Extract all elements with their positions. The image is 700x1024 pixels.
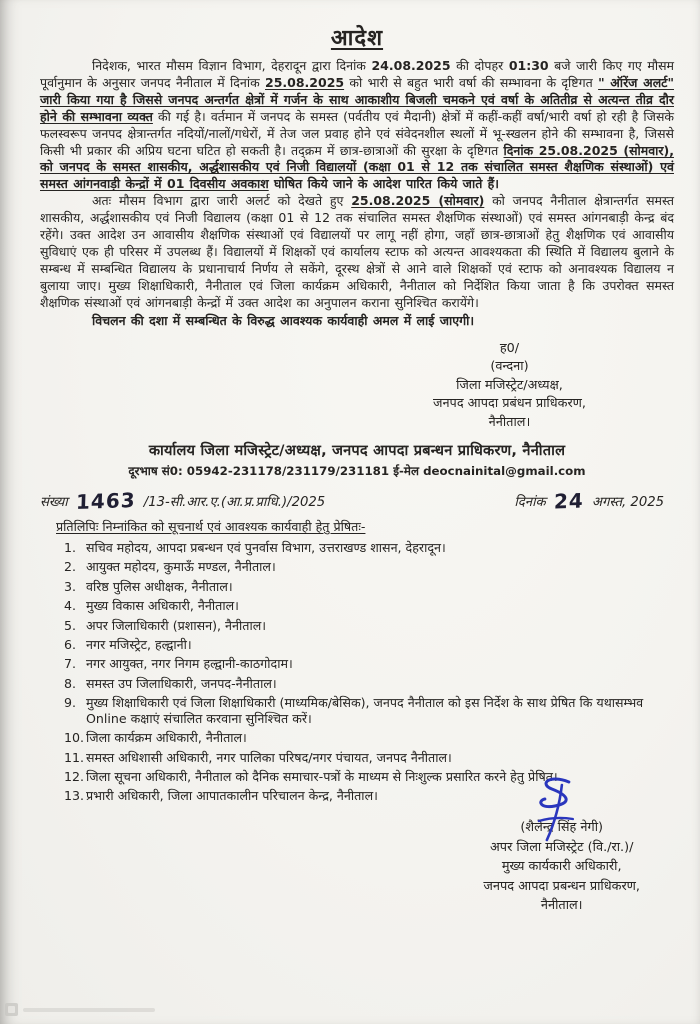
para1-text: निदेशक, भारत मौसम विज्ञान विभाग, देहरादून द्वारा दिनांक [92,58,372,73]
list-item [64,676,674,692]
item-text: समस्त उप जिलाधिकारी, जनपद-नैनीताल। [86,675,277,691]
item-text: जिला कार्यक्रम अधिकारी, नैनीताल। [86,730,247,746]
item-number: 4. [64,598,77,614]
para2-text: को जनपद नैनीताल क्षेत्रान्तर्गत समस्त शासकीय, अर्द्धशासकीय एवं निजी विद्यालय (कक्षा 01 से 12 तक संचालित समस्त शैक्षणिक संस्थाओं) एवं समस्त आंगनबाड़ी केन्द्र बंद रहेंगे। उक्त आदेश उन आवासीय शैक्षणिक संस्थाओं एवं विद्यालयों पर लागू नहीं होगा, जहाँ छात्र-छात्राओं हेतु शैक्षणिक एवं आवासीय सुविधाएं एक ही परिसर में उपलब्ध हैं। विद्यालयों में शिक्षकों एवं कार्यालय स्टाफ को अत्यन्त आवश्यकता की स्थिति में विद्यालय बुलाने के सम्बन्ध में सम्बन्धित विद्यालय के प्रधानाचार्य निर्णय ले सकेंगे, दूरस्थ क्षेत्रों से आने वाले शिक्षकों एवं स्टाफ को अनावश्यक विद्यालय न बुलाया जाए। मुख्य शिक्षाधिकारी, नैनीताल एवं जिला कार्यक्रम अधिकारी, नैनीताल को निर्देशित किया जाता है कि उपरोक्त समस्त शैक्षणिक संस्थाओं एवं आंगनबाड़ी केन्द्रों में उक्त आदेश का अनुपालन कराना सुनिश्चित करायेंगे। [40,193,674,310]
para1-text: की दोपहर [450,58,509,73]
item-number: 9. [64,695,77,711]
item-number: 12. [64,769,85,785]
number-suffix: /13-सी.आर.ए.(आ.प्र.प्राधि.)/2025 [143,495,326,510]
scanner-app-icon [5,1003,18,1016]
item-number: 1. [64,540,77,555]
issue-date: 24.08.2025 [371,58,451,73]
letter-date [514,487,664,514]
item-text: सचिव महोदय, आपदा प्रबन्धन एवं पुनर्वास विभाग, उत्तराखण्ड शासन, देहरादून। [86,540,446,555]
date-suffix: अगस्त, 2025 [591,495,664,510]
item-text: जिला सूचना अधिकारी, नैनीताल को दैनिक समाचार-पत्रों के माध्यम से निःशुल्क प्रसारित करने हेतु प्रेषित। [86,769,558,785]
order-paragraph-1 [40,58,674,193]
item-number: 3. [64,578,77,594]
signatory-top-designation: जिला मजिस्ट्रेट/अध्यक्ष, [456,377,563,393]
orange-alert-phrase: " ऑरेंज अलर्ट" जारी किया गया है जिससे जनपद अन्तर्गत क्षेत्रों में गर्जन के साथ आकाशीय बिजली चमकने एवं वर्षा के अतितीव्र से अत्यन्त तीव्र दौर होने की सम्भावना व्यक्त [40,74,674,124]
signatory-bottom-name: (शैलेन्द्र सिंह नेगी) [520,820,604,836]
list-item [64,656,674,672]
item-number: 10. [64,730,85,746]
email-label: ई-मेल [393,464,419,478]
list-item [64,750,674,766]
signatory-bottom-role: मुख्य कार्यकारी अधिकारी, [501,859,622,875]
reference-row [40,487,664,515]
signatory-top-name: (वन्दना) [490,359,529,374]
para2-text: अतः मौसम विभाग द्वारा जारी अलर्ट को देखते हुए [92,193,352,209]
item-text: वरिष्ठ पुलिस अधीक्षक, नैनीताल। [86,578,233,594]
signed-abbrev: ह0/ [499,340,520,356]
item-number: 6. [64,636,77,652]
number-label: संख्या [40,495,68,510]
list-item [64,730,674,746]
office-contact-line [40,463,674,479]
signatory-bottom-designation: अपर जिला मजिस्ट्रेट (वि./रा.)/ [490,839,634,855]
alert-date: 25.08.2025 [265,74,345,90]
copies-heading: प्रतिलिपिः निम्नांकित को सूचनार्थ एवं आवश्यक कार्यवाही हेतु प्रेषितः- [56,519,366,534]
list-item [64,618,674,634]
item-number: 5. [64,617,77,633]
item-text: मुख्य विकास अधिकारी, नैनीताल। [86,598,239,614]
para1-text: बजे जारी किए गए मौसम पूर्वानुमान के अनुसार जनपद नैनीताल में दिनांक [40,58,675,90]
item-number: 8. [64,675,77,691]
list-item [64,540,674,556]
copies-list [64,540,674,804]
watermark-text-illegible [23,1008,155,1012]
issue-time: 01:30 [508,58,549,73]
phone-numbers: 05942-231178/231179/231181 [186,464,390,478]
item-number: 13. [64,788,85,804]
list-item [64,788,674,804]
email-address: deocnainital@gmail.com [423,464,586,478]
holiday-order-phrase: दिनांक 25.08.2025 (सोमवार), को जनपद के समस्त शासकीय, अर्द्धशासकीय एवं निजी विद्यालयों (कक्षा 01 से 12 तक संचालित समस्त शैक्षणिक संस्थाओं) एवं समस्त आंगनवाड़ी केन्द्रों में 01 दिवसीय अवकाश [40,142,674,192]
phone-label: दूरभाष सं0: [128,464,183,478]
office-header: कार्यालय जिला मजिस्ट्रेट/अध्यक्ष, जनपद आपदा प्रबन्धन प्राधिकरण, नैनीताल [148,442,566,459]
list-item [64,579,674,595]
handwritten-date: 24 [553,488,585,514]
para1-text: घोषित किये जाने के आदेश पारित किये जाते हैं। [268,176,500,192]
signatory-top-block [433,340,586,433]
handwritten-letter-number: 1463 [75,487,136,515]
signatory-bottom-block [483,818,640,916]
item-text: नगर आयुक्त, नगर निगम हल्द्वानी-काठगोदाम। [86,656,293,672]
item-text: अपर जिलाधिकारी (प्रशासन), नैनीताल। [86,617,267,633]
para1-text: को भारी से बहुत भारी वर्षा की सम्भावना के दृष्टिगत [344,74,599,90]
signatory-bottom-authority: जनपद आपदा प्रबन्धन प्राधिकरण, [483,878,640,894]
date-label: दिनांक [514,495,546,510]
item-text: मुख्य शिक्षाधिकारी एवं जिला शिक्षाधिकारी (माध्यमिक/बेसिक), जनपद नैनीताल को इस निर्देश के साथ प्रेषित कि यथासम्भव Online कक्षाएं संचालित करवाना सुनिश्चित करें। [86,695,644,726]
list-item [64,559,674,575]
list-item [64,598,674,614]
closure-date: 25.08.2025 (सोमवार) [351,193,485,209]
signatory-top-place: नैनीताल। [488,414,531,430]
para1-text: की गई है। वर्तमान में जनपद के समस्त (पर्वतीय एवं मैदानी) क्षेत्रों में कहीं-कहीं वर्षा/भारी वर्षा हो रही है जिसके फलस्वरूप जनपद क्षेत्रान्तर्गत नदियों/नालों/गधेरों, में तेज जल प्रवाह होने एवं संवेदनशील स्थलों में भू-स्खलन होने की सम्भावना है, जिससे किसी भी प्रकार की अप्रिय घटना घटित हो सकती है। तद्क्रम में छात्र-छात्राओं की सुरक्षा के दृष्टिगत [40,108,674,158]
item-text: समस्त अधिशासी अधिकारी, नगर पालिका परिषद/नगर पंचायत, जनपद नैनीताल। [86,749,452,765]
scanner-watermark [5,1003,155,1016]
item-text: आयुक्त महोदय, कुमाऊँ मण्डल, नैनीताल। [86,559,276,575]
letter-number [40,487,326,515]
signatory-bottom-place: नैनीताल। [540,898,583,914]
list-item [64,695,674,727]
list-item [64,769,674,785]
item-number: 2. [64,559,77,575]
item-text: नगर मजिस्ट्रेट, हल्द्वानी। [86,636,192,652]
signatory-top-authority: जनपद आपदा प्रबंधन प्राधिकरण, [432,396,586,411]
warning-line: विचलन की दशा में सम्बन्धित के विरुद्ध आवश्यक कार्यवाही अमल में लाई जाएगी। [92,312,475,328]
page-title: आदेश [330,26,384,51]
list-item [64,637,674,653]
item-number: 11. [64,749,85,765]
item-text: प्रभारी अधिकारी, जिला आपातकालीन परिचालन केन्द्र, नैनीताल। [86,788,378,804]
order-paragraph-2 [40,193,674,311]
item-number: 7. [64,656,77,672]
